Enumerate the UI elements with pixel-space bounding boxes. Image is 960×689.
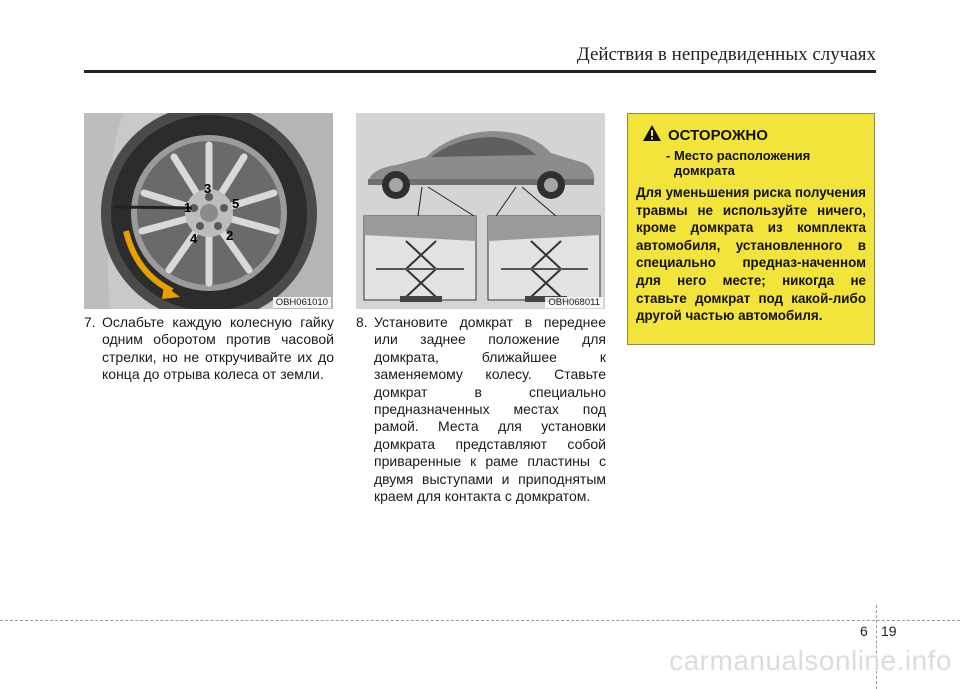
step-number: 7. (84, 314, 96, 330)
figure-code: OBH061010 (273, 297, 331, 308)
wheel-illustration (84, 113, 333, 309)
header-rule (84, 70, 876, 73)
step-text: Ослабьте каждую колесную гайку одним оборотом против часовой стрелки, но не откручивайте их до конца до отрыва колеса от земли. (102, 314, 334, 383)
step-8 (356, 314, 606, 505)
figure-wheel-lug-nuts (84, 113, 333, 309)
lug-label-1: 1 (184, 200, 192, 215)
lug-label-4: 4 (190, 231, 198, 246)
footer-divider (0, 620, 960, 621)
watermark: carmanualsonline.info (669, 645, 952, 676)
lug-label-5: 5 (232, 196, 240, 211)
page-number: 19 (881, 623, 897, 639)
lug-label-2: 2 (226, 228, 234, 243)
step-7 (84, 314, 334, 384)
warning-header (642, 124, 866, 147)
warning-subtitle: - Место расположения домкрата (666, 148, 811, 178)
figure-jack-positions (356, 113, 605, 309)
warning-triangle-icon (642, 124, 662, 147)
lug-label-3: 3 (204, 181, 212, 196)
warning-body: Для уменьшения риска получения травмы не используйте ничего, кроме домкрата из комплекта автомобиля, установленного в специально предназ-наченном для него месте; никогда не ставьте домкрат под какой-либо другой частью автомобиля. (636, 185, 866, 324)
warning-title: ОСТОРОЖНО (668, 127, 768, 144)
jack-illustration (356, 113, 605, 309)
figure-code: OBH068011 (545, 297, 603, 308)
warning-box (627, 113, 875, 345)
step-number: 8. (356, 314, 368, 330)
step-text: Установите домкрат в переднее или заднее положение для домкрата, ближайшее к заменяемому колесу. Ставьте домкрат в специально предназначенных местах под рамой. Места для установки домкрата представляют собой приваренные к раме пластины с двумя выступами и приподнятым краем для контакта с домкратом. (374, 314, 606, 505)
chapter-number: 6 (860, 623, 868, 639)
page-header-title: Действия в непредвиденных случаях (576, 44, 876, 65)
